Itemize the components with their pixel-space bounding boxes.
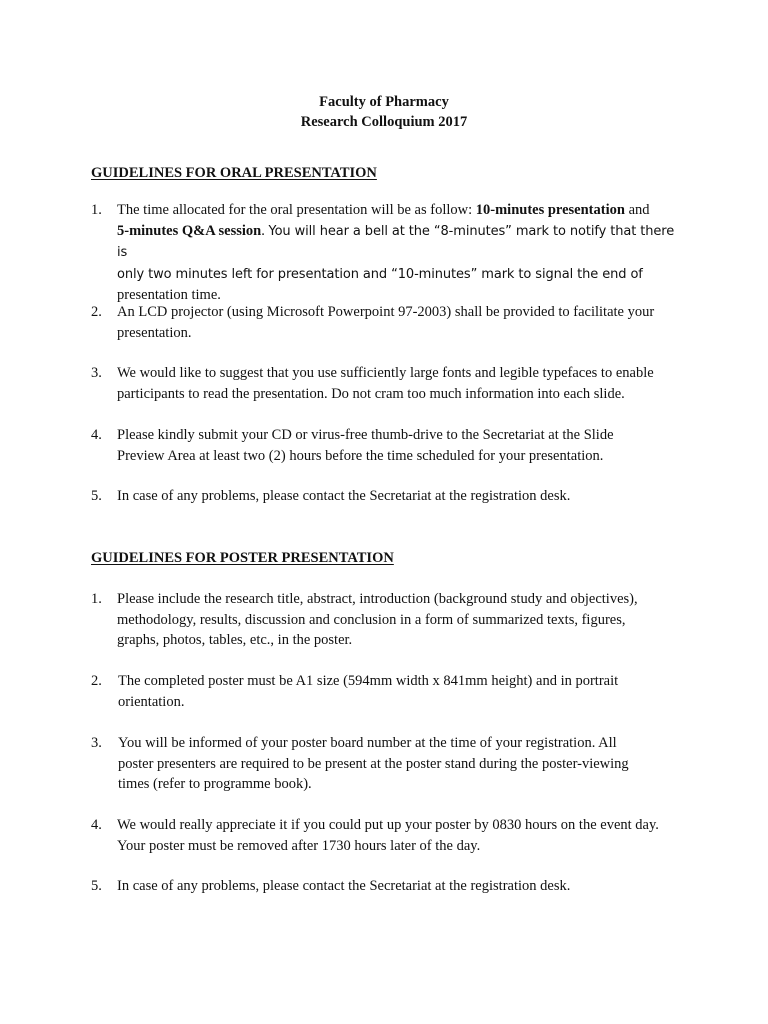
poster-item-2 [91, 671, 651, 712]
poster-item-1-number: 1. [91, 591, 102, 607]
oral-item-1-text-d: . [261, 222, 269, 239]
poster-item-4-number: 4. [91, 817, 102, 833]
poster-item-4 [91, 815, 666, 856]
poster-item-5 [91, 876, 691, 897]
oral-item-1-text-e: You will hear a bell at the “8-minutes” mark to notify that there is [117, 223, 675, 260]
oral-item-4 [91, 425, 651, 466]
poster-item-5-text: In case of any problems, please contact the Secretariat at the registration desk. [117, 878, 571, 894]
oral-item-1-text-f: only two minutes left for presentation and “10-minutes” mark to signal the end of [117, 266, 643, 282]
poster-item-4-text: We would really appreciate it if you could put up your poster by 0830 hours on the event day. Your poster must be removed after 1730 hours later of the day. [117, 817, 659, 854]
section-heading-poster: GUIDELINES FOR POSTER PRESENTATION [91, 550, 394, 566]
oral-item-3 [91, 363, 691, 404]
oral-item-3-text: We would like to suggest that you use sufficiently large fonts and legible typefaces to enable participants to read the presentation. Do not cram too much information into each slide. [117, 365, 654, 402]
oral-item-2-number: 2. [91, 304, 102, 320]
poster-item-1-text: Please include the research title, abstract, introduction (background study and objectives), methodology, results, discussion and conclusion in a form of summarized texts, figures, graphs, photos, tables, etc., in the poster. [117, 591, 638, 648]
oral-item-1 [91, 200, 681, 306]
document-title-faculty: Faculty of Pharmacy [319, 94, 449, 110]
poster-item-2-number: 2. [91, 673, 102, 689]
poster-item-3-text: You will be informed of your poster board number at the time of your registration. All poster presenters are required to be present at the poster stand during the poster-viewing times (refer to programme book). [118, 735, 629, 792]
document-title-colloquium: Research Colloquium 2017 [300, 114, 468, 130]
oral-item-4-number: 4. [91, 427, 102, 443]
poster-item-2-text: The completed poster must be A1 size (594mm width x 841mm height) and in portrait orientation. [118, 673, 619, 710]
oral-item-5-number: 5. [91, 488, 102, 504]
oral-item-2-text: An LCD projector (using Microsoft Powerpoint 97-2003) shall be provided to facilitate your presentation. [117, 304, 655, 341]
oral-item-5-text: In case of any problems, please contact the Secretariat at the registration desk. [117, 488, 571, 504]
oral-item-2 [91, 302, 691, 343]
oral-item-1-text-a: The time allocated for the oral presentation will be as follow: [117, 202, 476, 218]
poster-item-3-number: 3. [91, 735, 102, 751]
oral-item-1-number: 1. [91, 202, 102, 218]
oral-item-3-number: 3. [91, 365, 102, 381]
oral-item-1-bold-qa: 5-minutes Q&A session [117, 222, 262, 239]
oral-item-1-text-c: and [624, 202, 650, 218]
poster-item-1 [91, 589, 671, 651]
poster-item-5-number: 5. [91, 878, 102, 894]
oral-item-5 [91, 486, 691, 507]
oral-item-1-bold-presentation: 10-minutes presentation [475, 202, 625, 218]
poster-item-3 [91, 733, 651, 795]
section-heading-oral: GUIDELINES FOR ORAL PRESENTATION [91, 165, 377, 181]
oral-item-4-text: Please kindly submit your CD or virus-free thumb-drive to the Secretariat at the Slide Preview Area at least two (2) hours before the time scheduled for your presentation. [117, 427, 614, 464]
oral-item-1-text-g: presentation time. [117, 287, 221, 303]
